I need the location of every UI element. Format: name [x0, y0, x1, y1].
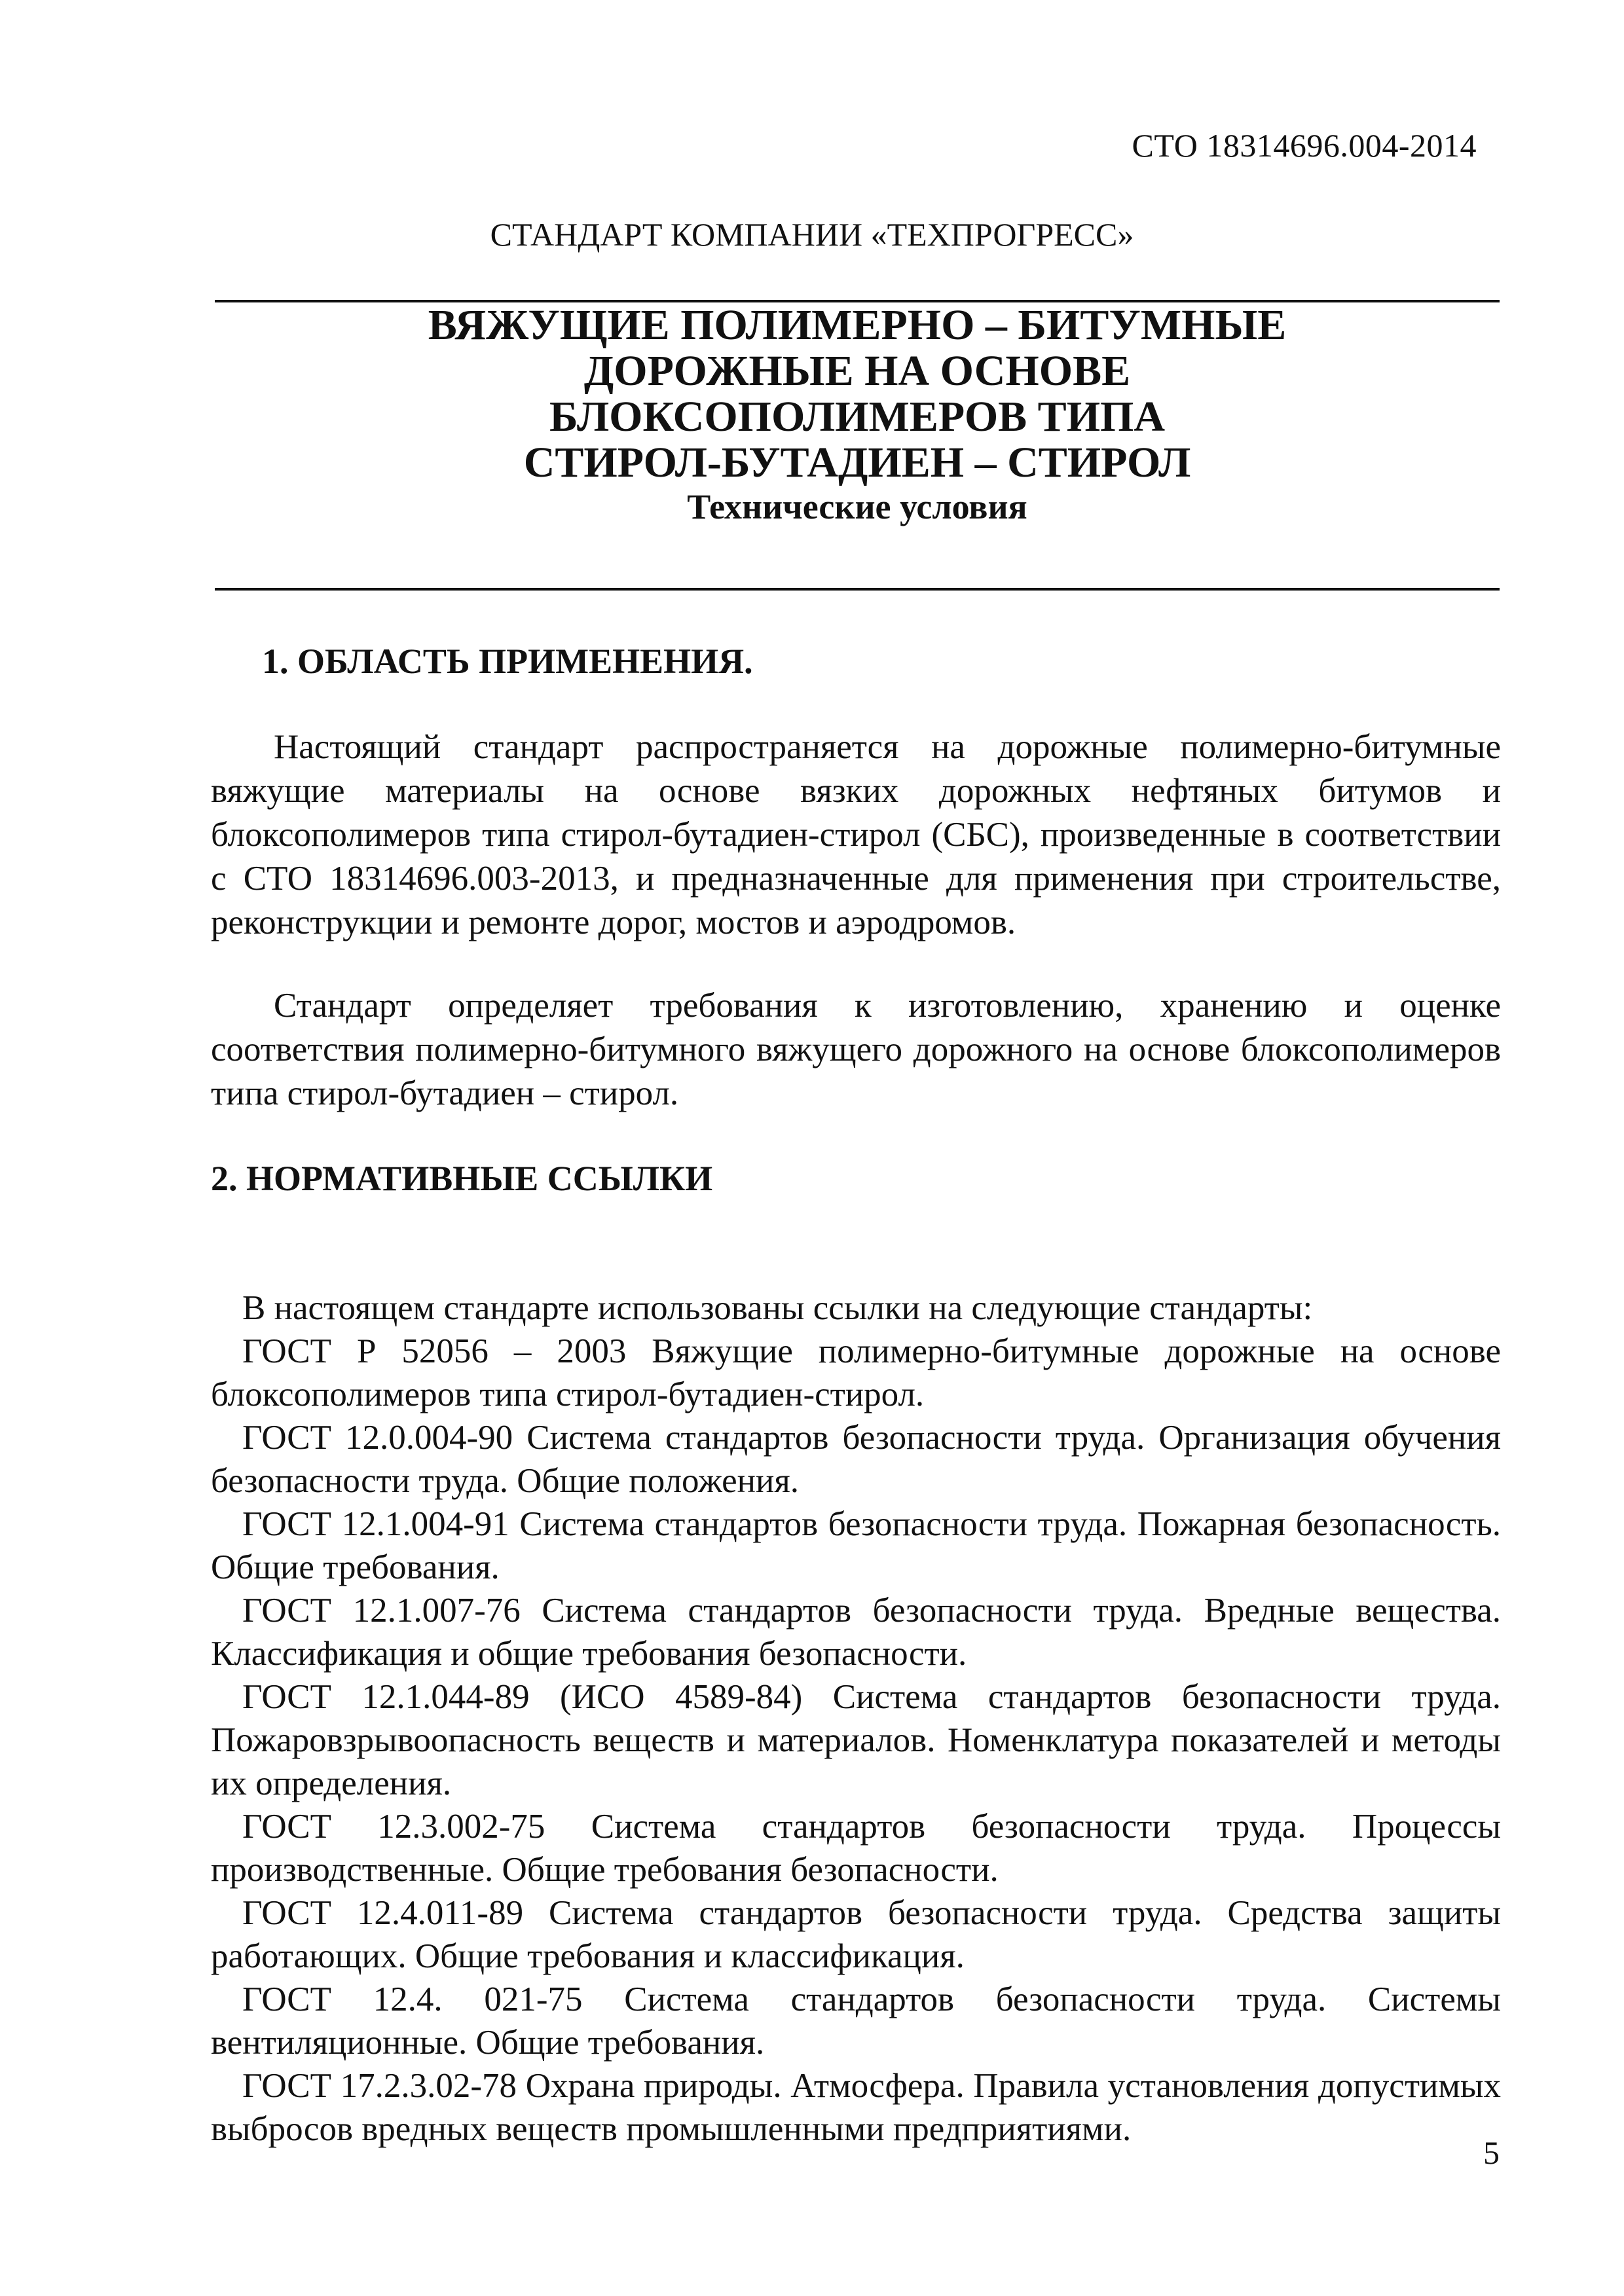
title-line: СТИРОЛ-БУТАДИЕН – СТИРОЛ	[523, 439, 1191, 486]
reference-item: ГОСТ 12.1.007-76 Система стандартов безопасности труда. Вредные вещества. Классификация и общие требования безопасности.	[211, 1592, 1501, 1673]
company-standard-line: СТАНДАРТ КОМПАНИИ «ТЕХПРОГРЕСС»	[490, 216, 1134, 253]
document-title	[215, 302, 1500, 528]
title-bottom-rule	[215, 588, 1500, 591]
scope-paragraph: Настоящий стандарт распространяется на дорожные полимерно-битумные вяжущие материалы на основе вязких дорожных нефтяных битумов и блоксополимеров типа стирол-бутадиен-стирол (СБС), произведенные в соответствии с СТО 18314696.003-2013, и предназначенные для применения при строительстве, реконструкции и ремонте дорог, мостов и аэродромов.	[211, 728, 1501, 941]
scope-paragraph-2: Стандарт определяет требования к изготовлению, хранению и оценке соответствия полимерно-битумного вяжущего дорожного на основе блоксополимеров типа стирол-бутадиен – стирол.	[211, 987, 1501, 1112]
reference-item: ГОСТ 12.1.004-91 Система стандартов безопасности труда. Пожарная безопасность. Общие требования.	[211, 1505, 1501, 1586]
title-line: ВЯЖУЩИЕ ПОЛИМЕРНО – БИТУМНЫЕ	[428, 301, 1287, 349]
title-line: ДОРОЖНЫЕ НА ОСНОВЕ	[583, 347, 1131, 395]
reference-item: ГОСТ 12.1.044-89 (ИСО 4589-84) Система стандартов безопасности труда. Пожаровзрывоопасность веществ и материалов. Номенклатура показателей и методы их определения.	[211, 1678, 1501, 1802]
section-1-heading: 1. ОБЛАСТЬ ПРИМЕНЕНИЯ.	[262, 642, 753, 681]
document-code: СТО 18314696.004-2014	[1132, 127, 1477, 164]
reference-item: ГОСТ 17.2.3.02-78 Охрана природы. Атмосфера. Правила установления допустимых выбросов вредных веществ промышленными предприятиями.	[211, 2067, 1501, 2148]
reference-item: ГОСТ 12.3.002-75 Система стандартов безопасности труда. Процессы производственные. Общие требования безопасности.	[211, 1808, 1501, 1889]
reference-item: ГОСТ 12.4. 021-75 Система стандартов безопасности труда. Системы вентиляционные. Общие требования.	[211, 1980, 1501, 2062]
references-intro: В настоящем стандарте использованы ссылки на следующие стандарты:	[242, 1289, 1313, 1327]
document-subtitle: Технические условия	[687, 487, 1027, 526]
reference-item: ГОСТ 12.0.004-90 Система стандартов безопасности труда. Организация обучения безопасности труда. Общие положения.	[211, 1419, 1501, 1500]
section-2-heading: 2. НОРМАТИВНЫЕ ССЫЛКИ	[211, 1159, 713, 1198]
page-number: 5	[1483, 2134, 1500, 2171]
normative-references-list	[211, 1286, 1501, 2151]
reference-item: ГОСТ 12.4.011-89 Система стандартов безопасности труда. Средства защиты работающих. Общие требования и классификация.	[211, 1894, 1501, 1975]
reference-item: ГОСТ Р 52056 – 2003 Вяжущие полимерно-битумные дорожные на основе блоксополимеров типа стирол-бутадиен-стирол.	[211, 1332, 1501, 1413]
title-line: БЛОКСОПОЛИМЕРОВ ТИПА	[549, 393, 1166, 441]
